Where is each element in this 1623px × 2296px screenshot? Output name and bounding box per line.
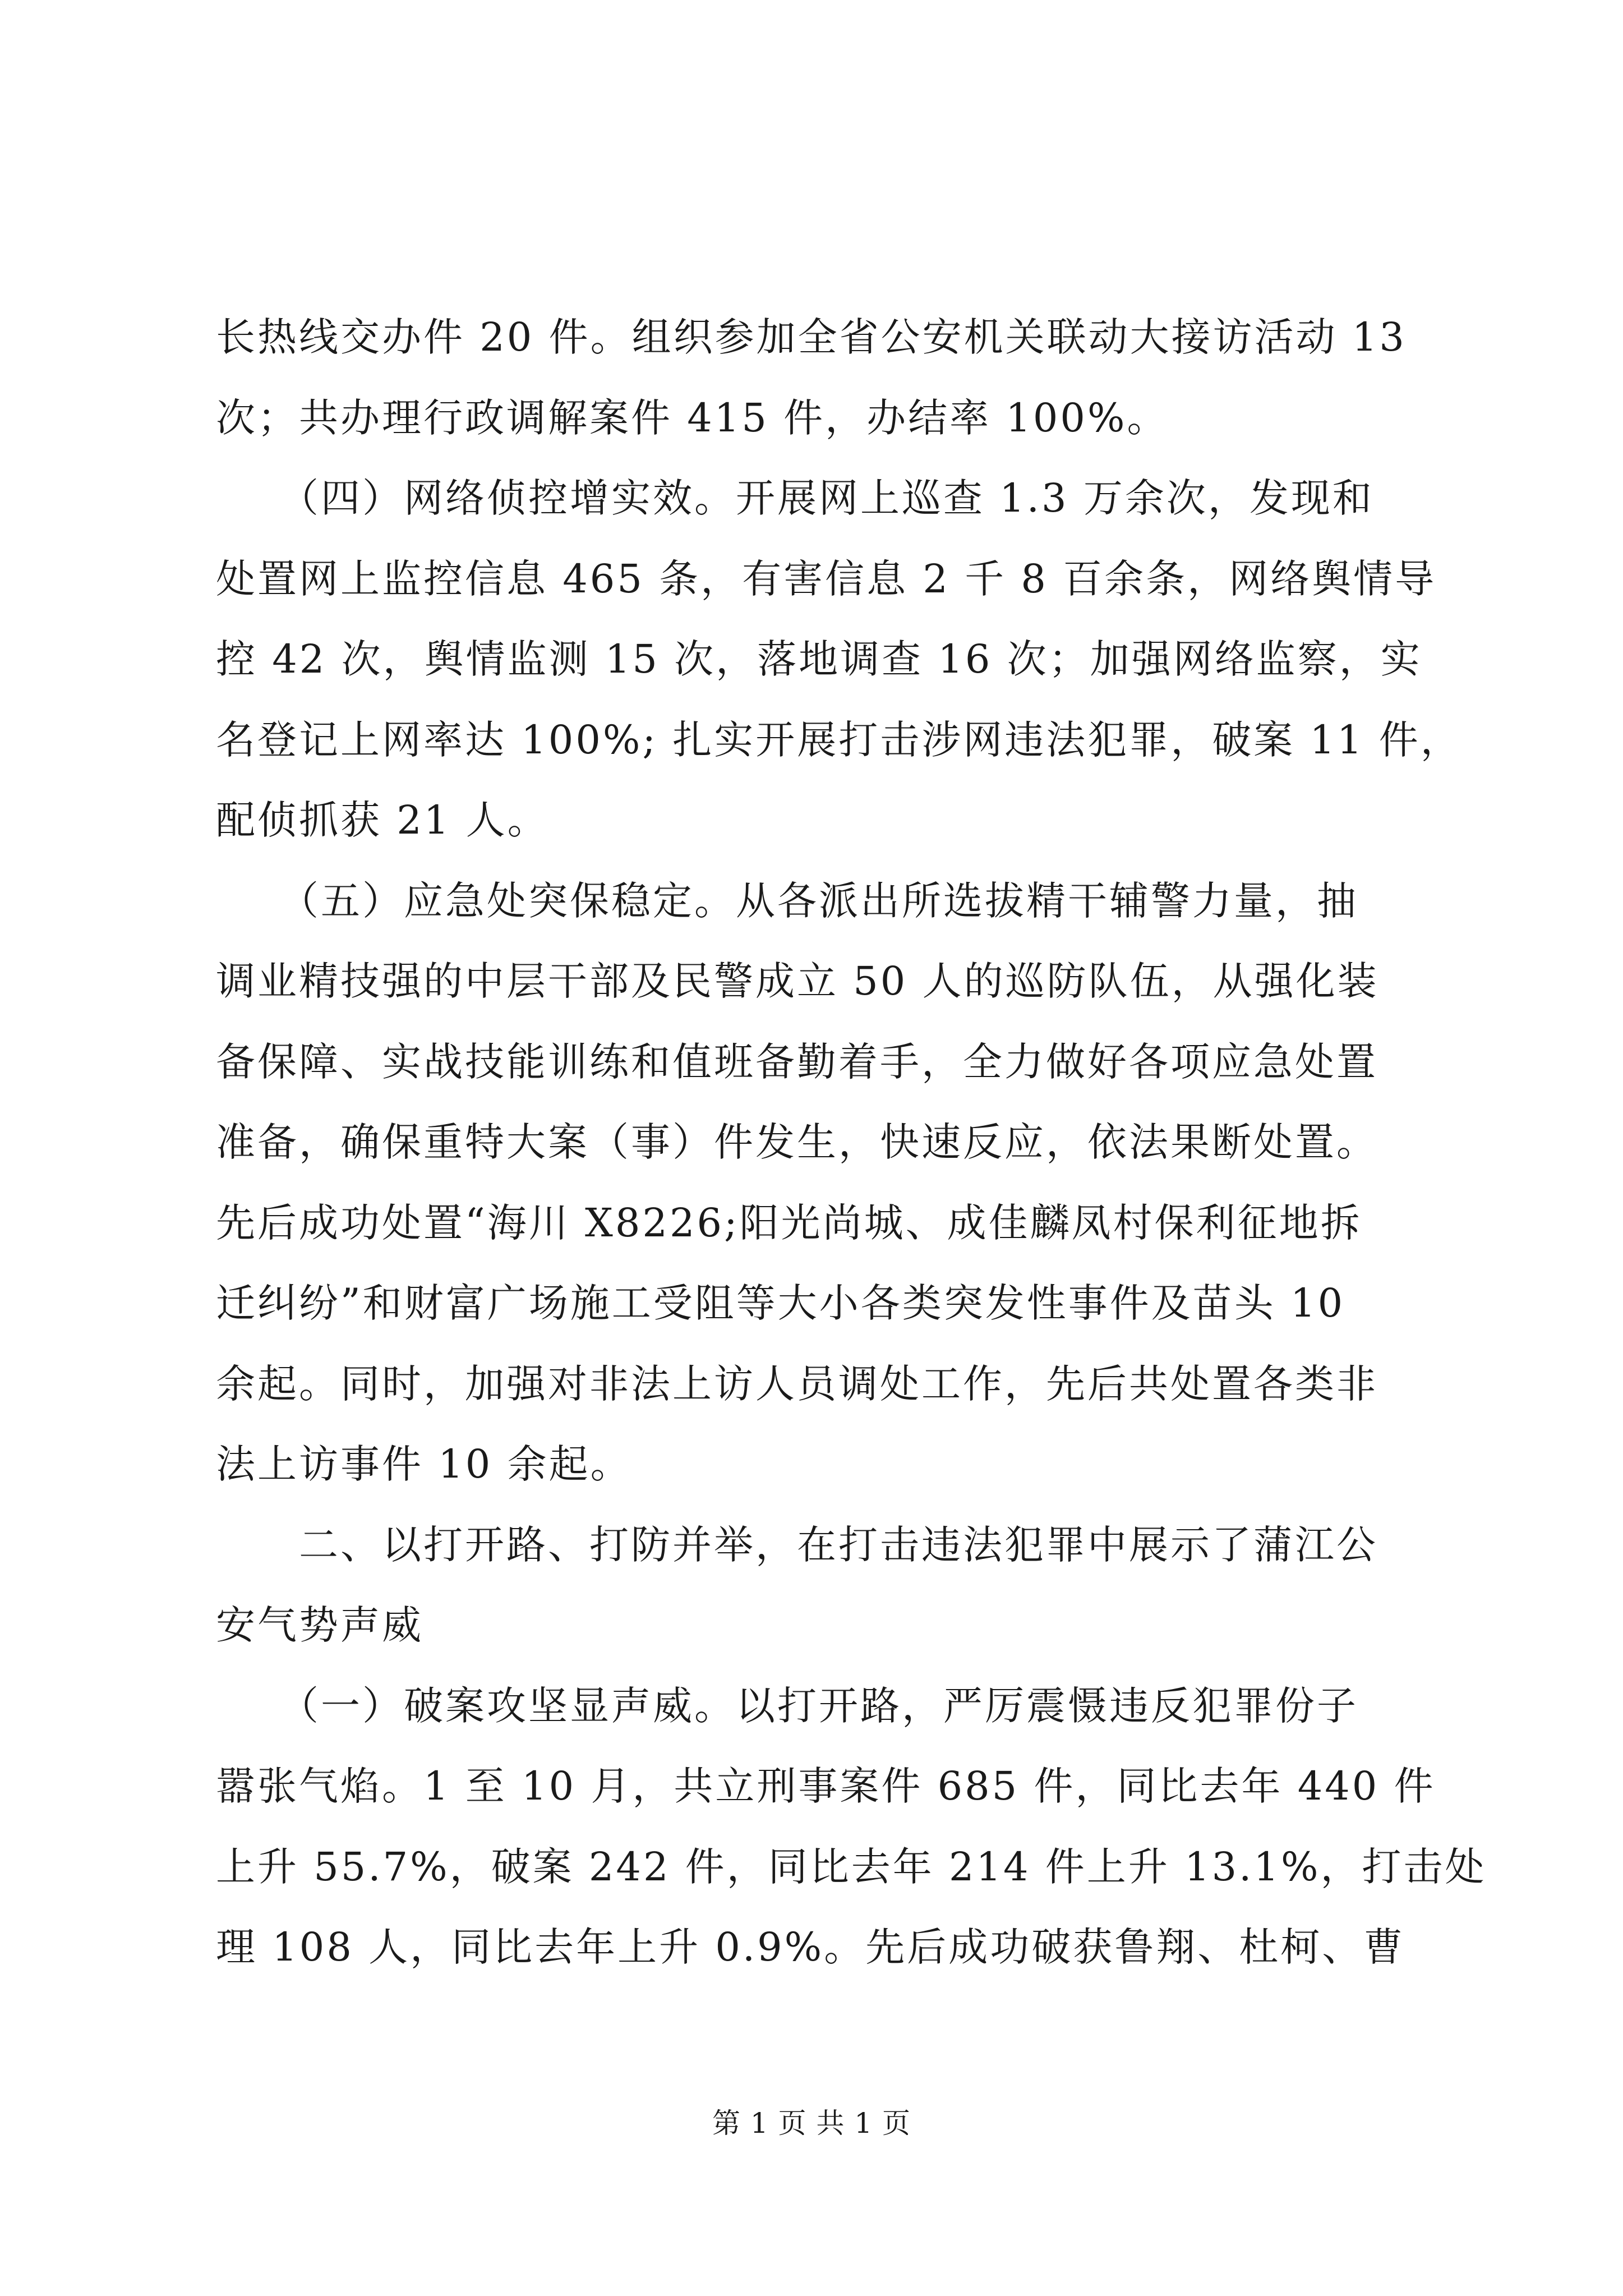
body-line: 名登记上网率达 100%; 扎实开展打击涉网违法犯罪，破案 11 件， — [216, 716, 1462, 763]
body-line: 处置网上监控信息 465 条，有害信息 2 千 8 百余条，网络舆情导 — [216, 555, 1437, 602]
body-line: 迁纠纷”和财富广场施工受阻等大小各类突发性事件及苗头 10 — [216, 1280, 1345, 1326]
body-line: 配侦抓获 21 人。 — [216, 797, 549, 843]
page-number: 第 1 页 共 1 页 — [712, 2107, 911, 2139]
body-line: 理 108 人，同比去年上升 0.9%。先后成功破获鲁翔、杜柯、曹 — [216, 1924, 1405, 1970]
page-footer — [0, 2106, 1623, 2140]
body-line: 调业精技强的中层干部及民警成立 50 人的巡防队伍，从强化装 — [216, 958, 1379, 1004]
body-line: 控 42 次，舆情监测 15 次，落地调查 16 次；加强网络监察，实 — [216, 636, 1422, 682]
body-line: 准备，确保重特大案（事）件发生，快速反应，依法果断处置。 — [216, 1119, 1378, 1165]
body-line: 嚣张气焰。1 至 10 月，共立刑事案件 685 件，同比去年 440 件 — [216, 1763, 1436, 1809]
body-line: （一）破案攻坚显声威。以打开路，严厉震慑违反犯罪份子 — [216, 1682, 1358, 1729]
body-line: （五）应急处突保稳定。从各派出所选拔精干辅警力量，抽 — [216, 877, 1358, 924]
body-line: 上升 55.7%，破案 242 件，同比去年 214 件上升 13.1%，打击处 — [216, 1843, 1487, 1890]
section-heading-line: 安气势声威 — [216, 1602, 423, 1648]
body-line: 法上访事件 10 余起。 — [216, 1441, 632, 1487]
body-line: 次；共办理行政调解案件 415 件，办结率 100%。 — [216, 394, 1169, 441]
body-line: 备保障、实战技能训练和值班备勤着手，全力做好各项应急处置 — [216, 1038, 1378, 1085]
section-heading-line: 二、以打开路、打防并举，在打击违法犯罪中展示了蒲江公 — [216, 1521, 1378, 1568]
body-line: 先后成功处置“海川 X8226;阳光尚城、成佳麟凤村保利征地拆 — [216, 1199, 1362, 1246]
body-line: 余起。同时，加强对非法上访人员调处工作，先后共处置各类非 — [216, 1360, 1378, 1407]
body-line: 长热线交办件 20 件。组织参加全省公安机关联动大接访活动 13 — [216, 314, 1407, 360]
body-line: （四）网络侦控增实效。开展网上巡查 1.3 万余次，发现和 — [216, 475, 1374, 521]
document-body — [216, 297, 1487, 1988]
